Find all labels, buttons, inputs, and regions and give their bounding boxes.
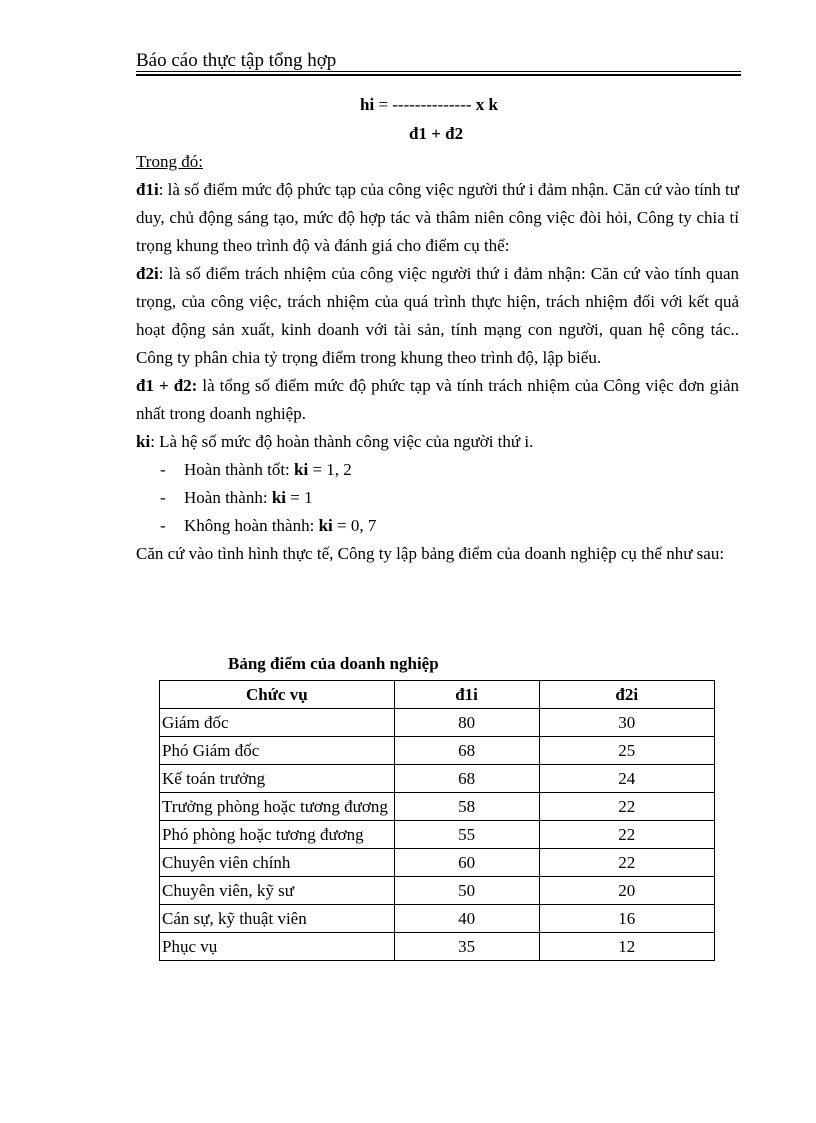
page-header (136, 50, 741, 74)
formula-numerator-line (360, 94, 498, 116)
header-title: Báo cáo thực tập tổng hợp (136, 50, 337, 71)
cell-d2i: 22 (539, 793, 715, 821)
term-d1i: đ1i (136, 180, 159, 199)
body-text (136, 148, 739, 568)
cell-position: Kế toán trưởng (160, 765, 395, 793)
table-row (160, 709, 715, 737)
cell-d1i: 68 (394, 765, 539, 793)
table-row (160, 765, 715, 793)
header-d2i: đ2i (539, 681, 715, 709)
cell-d2i: 20 (539, 877, 715, 905)
text-d2i: : là số điểm trách nhiệm của công việc người thứ i đảm nhận: Căn cứ vào tính quan trọng, của công việc, trách nhiệm của quá trình thực hiện, trách nhiệm đối với kết quả hoạt động sản xuất, kinh doanh với tài sản, tính mạng con người, quan hệ công tác.. Công ty phân chia tỷ trọng điểm trong khung theo trình độ, lập biểu. (136, 264, 739, 367)
cell-position: Cán sự, kỹ thuật viên (160, 905, 395, 933)
cell-position: Trưởng phòng hoặc tương đương (160, 793, 395, 821)
table-row (160, 821, 715, 849)
cell-d2i: 30 (539, 709, 715, 737)
header-position: Chức vụ (160, 681, 395, 709)
formula-fraction-bar: = -------------- (378, 95, 472, 114)
term-sum: đ1 + đ2: (136, 376, 198, 395)
table-row (160, 849, 715, 877)
table-row (160, 933, 715, 961)
cell-d1i: 68 (394, 737, 539, 765)
cell-position: Chuyên viên chính (160, 849, 395, 877)
table-header-row (160, 681, 715, 709)
cell-d2i: 22 (539, 849, 715, 877)
list-item: - Hoàn thành tốt: ki = 1, 2 (136, 456, 739, 484)
score-table (159, 680, 715, 961)
paragraph-d1i (136, 176, 739, 260)
bullet-dash: - (160, 488, 166, 507)
term-d2i: đ2i (136, 264, 159, 283)
cell-d1i: 58 (394, 793, 539, 821)
paragraph-d2i (136, 260, 739, 372)
cell-position: Phục vụ (160, 933, 395, 961)
cell-d1i: 60 (394, 849, 539, 877)
list-item: - Không hoàn thành: ki = 0, 7 (136, 512, 739, 540)
cell-d1i: 50 (394, 877, 539, 905)
cell-d2i: 24 (539, 765, 715, 793)
table-row (160, 793, 715, 821)
table-row (160, 737, 715, 765)
paragraph-closing: Căn cứ vào tình hình thực tế, Công ty lập bảng điểm của doanh nghiệp cụ thể như sau: (136, 544, 725, 563)
cell-d1i: 35 (394, 933, 539, 961)
cell-d2i: 16 (539, 905, 715, 933)
table-title: Bảng điểm của doanh nghiệp (228, 654, 439, 673)
paragraph-ki (136, 428, 739, 456)
paragraph-sum (136, 372, 739, 428)
cell-d2i: 22 (539, 821, 715, 849)
bullet-dash: - (160, 516, 166, 535)
table-row (160, 905, 715, 933)
term-ki: ki (136, 432, 151, 451)
list-item: - Hoàn thành: ki = 1 (136, 484, 739, 512)
table-row (160, 877, 715, 905)
bullet-dash: - (160, 460, 166, 479)
text-d1i: : là số điểm mức độ phức tạp của công việc người thứ i đảm nhận. Căn cứ vào tính tư duy, chủ động sáng tạo, mức độ hợp tác và thâm niên công việc đòi hỏi, Công ty chia tỉ trọng khung theo trình độ và đánh giá cho điểm cụ thể: (136, 180, 739, 255)
intro-label: Trong đó: (136, 152, 203, 171)
cell-d1i: 55 (394, 821, 539, 849)
cell-position: Chuyên viên, kỹ sư (160, 877, 395, 905)
cell-d2i: 25 (539, 737, 715, 765)
header-rule-thick (136, 74, 741, 76)
formula-multiplier: x k (475, 95, 498, 114)
formula-lhs: hi (360, 95, 375, 114)
cell-position: Phó phòng hoặc tương đương (160, 821, 395, 849)
text-ki: : Là hệ số mức độ hoàn thành công việc của người thứ i. (150, 432, 534, 451)
cell-d2i: 12 (539, 933, 715, 961)
cell-position: Giám đốc (160, 709, 395, 737)
header-rule-thin (136, 71, 741, 72)
text-sum: là tổng số điểm mức độ phức tạp và tính trách nhiệm của Công việc đơn giản nhất trong doanh nghiệp. (136, 376, 739, 423)
header-d1i: đ1i (394, 681, 539, 709)
cell-position: Phó Giám đốc (160, 737, 395, 765)
formula-denominator: đ1 + đ2 (409, 124, 464, 143)
cell-d1i: 80 (394, 709, 539, 737)
cell-d1i: 40 (394, 905, 539, 933)
